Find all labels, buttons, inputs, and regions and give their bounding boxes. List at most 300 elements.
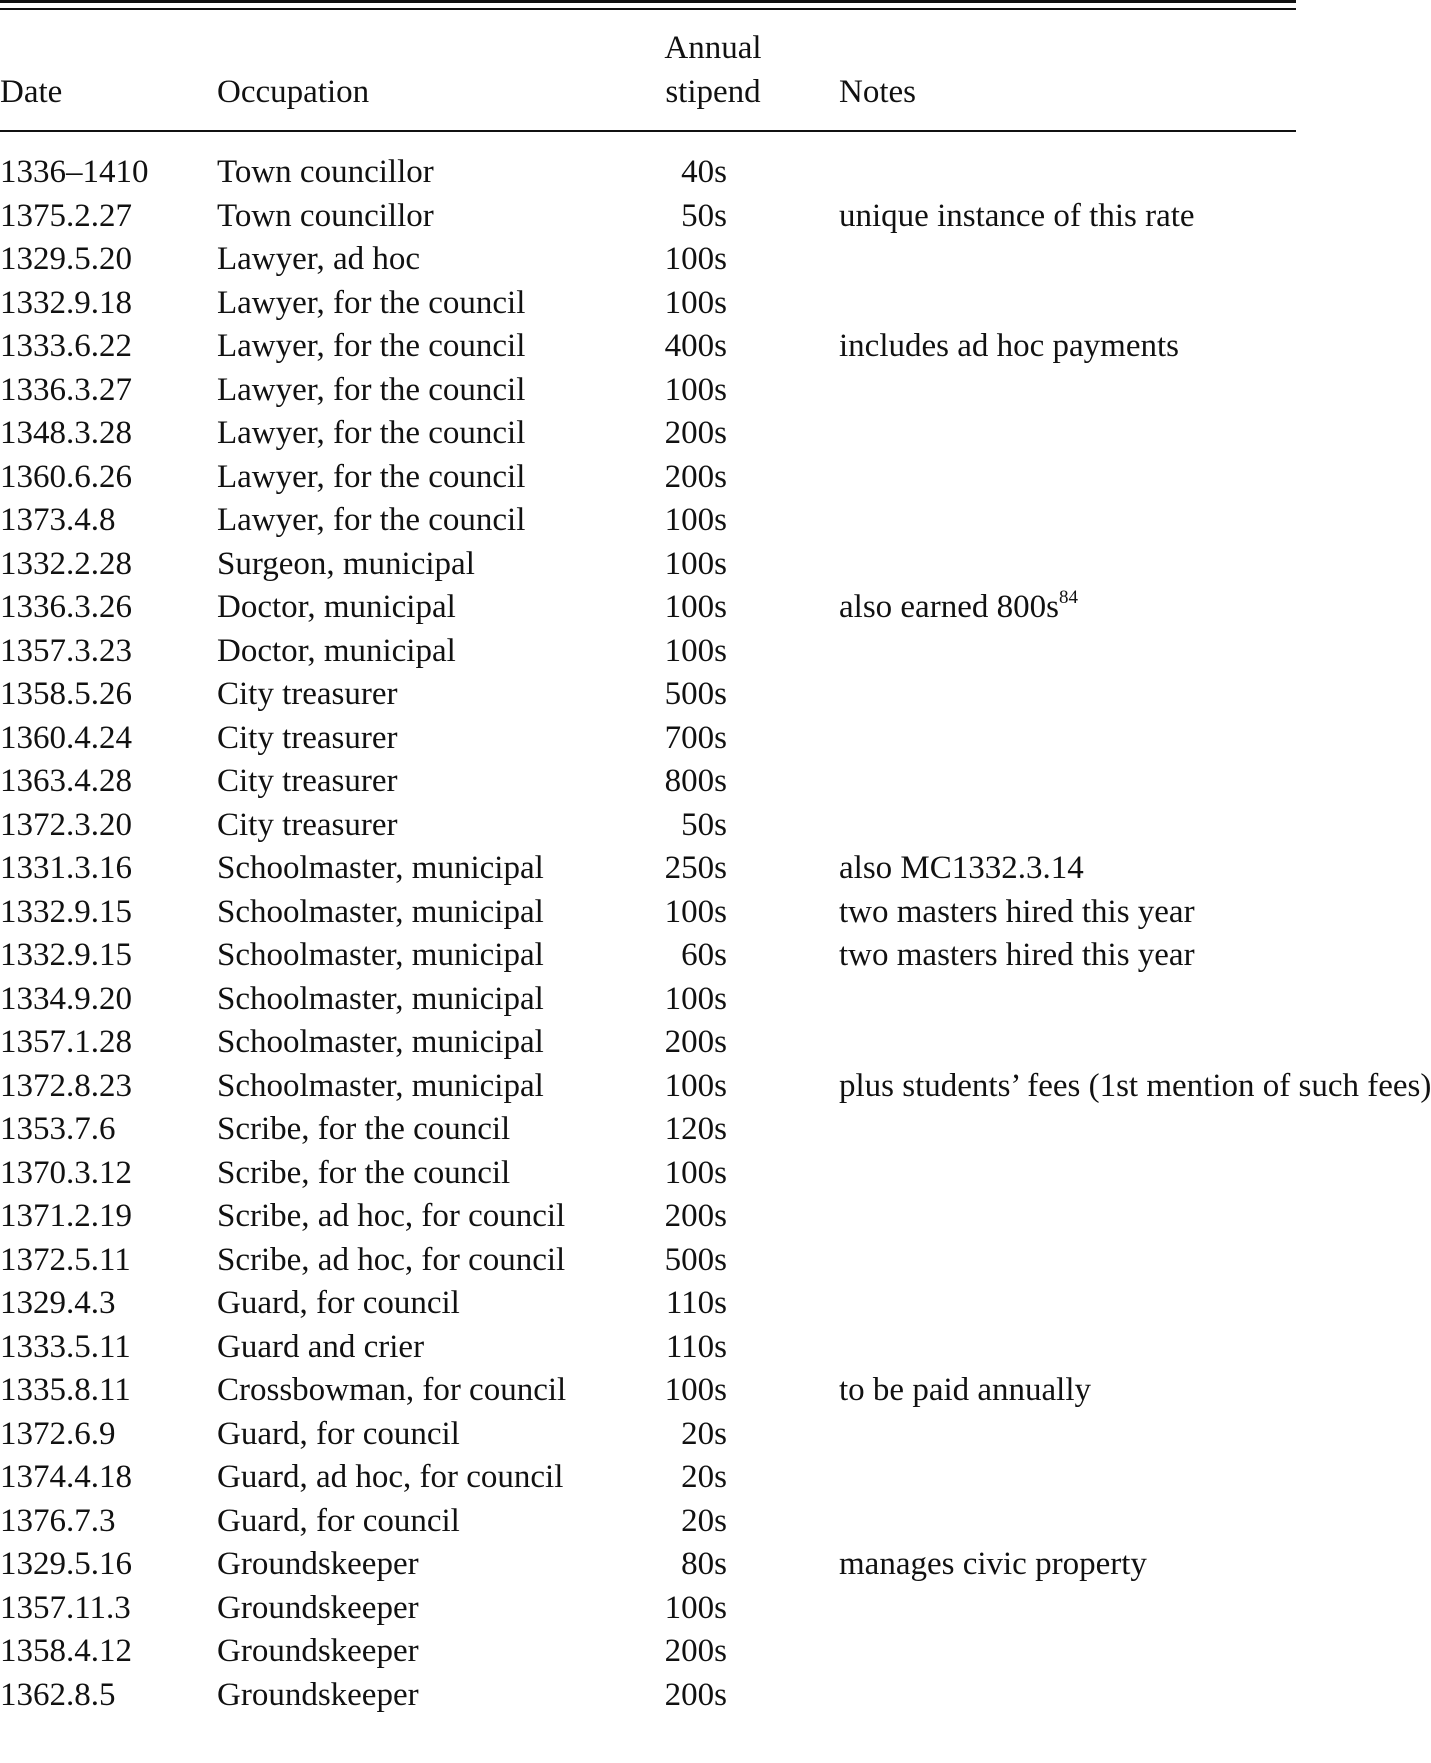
cell-occupation — [217, 1456, 643, 1500]
table-row — [0, 1239, 1296, 1283]
cell-gap — [727, 1021, 839, 1065]
cell-notes — [839, 1456, 1296, 1500]
cell-date — [0, 1065, 217, 1109]
cell-date-text: 1334.9.20 — [0, 980, 132, 1017]
cell-date — [0, 238, 217, 282]
cell-occupation — [217, 1021, 643, 1065]
header-date: Date — [0, 74, 63, 110]
cell-stipend-text: 100s — [664, 1154, 727, 1191]
cell-notes — [839, 238, 1296, 282]
cell-occupation — [217, 1195, 643, 1239]
cell-occupation — [217, 891, 643, 935]
cell-stipend — [643, 630, 727, 674]
cell-notes — [839, 1587, 1296, 1631]
cell-stipend-text: 100s — [664, 545, 727, 582]
cell-stipend — [643, 934, 727, 978]
cell-occupation-text: Doctor, municipal — [217, 632, 456, 669]
table-row — [0, 1326, 1296, 1370]
table-top-rule — [0, 0, 1296, 3]
cell-gap — [727, 543, 839, 587]
cell-gap — [727, 1413, 839, 1457]
cell-date-text: 1373.4.8 — [0, 502, 116, 538]
cell-stipend — [643, 543, 727, 587]
cell-stipend — [643, 1456, 727, 1500]
cell-occupation-text: Groundskeeper — [217, 1676, 419, 1713]
cell-date-text: 1333.5.11 — [0, 1328, 131, 1365]
cell-stipend-text: 700s — [664, 719, 727, 756]
cell-notes — [839, 1282, 1296, 1326]
cell-stipend — [643, 1674, 727, 1718]
cell-notes — [839, 760, 1296, 804]
table-body — [0, 151, 1431, 1717]
cell-notes — [839, 978, 1296, 1022]
table-row — [0, 847, 1296, 891]
cell-notes — [839, 1630, 1296, 1674]
cell-gap — [727, 586, 839, 630]
cell-date-text: 1375.2.27 — [0, 197, 132, 234]
cell-date — [0, 369, 217, 413]
header-rule — [0, 130, 1296, 132]
cell-date — [0, 1500, 217, 1544]
cell-stipend-text: 100s — [664, 893, 727, 930]
cell-date-text: 1336.3.26 — [0, 589, 132, 625]
cell-occupation — [217, 1543, 643, 1587]
table-row — [0, 151, 1296, 195]
cell-gap — [727, 282, 839, 326]
cell-stipend-text: 100s — [664, 241, 727, 277]
cell-notes — [839, 1326, 1296, 1370]
cell-stipend — [643, 412, 727, 456]
cell-date — [0, 934, 217, 978]
table-row — [0, 1108, 1296, 1152]
cell-occupation — [217, 499, 643, 543]
cell-gap — [727, 804, 839, 848]
cell-occupation — [217, 151, 643, 195]
cell-stipend-text: 200s — [664, 458, 727, 495]
cell-stipend — [643, 325, 727, 369]
cell-gap — [727, 978, 839, 1022]
table-row — [0, 1065, 1296, 1109]
cell-date — [0, 1326, 217, 1370]
cell-notes-text: manages civic property — [839, 1546, 1147, 1582]
table-row — [0, 412, 1296, 456]
cell-date — [0, 1456, 217, 1500]
cell-stipend-text: 60s — [681, 937, 727, 973]
cell-gap — [727, 1195, 839, 1239]
header-occupation: Occupation — [217, 74, 370, 110]
cell-stipend — [643, 1108, 727, 1152]
cell-date-text: 1332.9.15 — [0, 893, 132, 930]
cell-stipend — [643, 1630, 727, 1674]
cell-stipend — [643, 760, 727, 804]
cell-occupation — [217, 1065, 643, 1109]
table-top-rule-double — [0, 8, 1296, 10]
cell-notes — [839, 325, 1296, 369]
cell-gap — [727, 1282, 839, 1326]
cell-notes — [839, 717, 1296, 761]
table-row — [0, 195, 1296, 239]
cell-gap — [727, 1543, 839, 1587]
cell-notes — [839, 412, 1296, 456]
cell-date-text: 1372.5.11 — [0, 1241, 131, 1278]
table-row — [0, 369, 1296, 413]
cell-date — [0, 891, 217, 935]
cell-date — [0, 673, 217, 717]
cell-gap — [727, 1674, 839, 1718]
cell-gap — [727, 934, 839, 978]
cell-stipend-text: 800s — [664, 763, 727, 799]
cell-stipend-text: 100s — [664, 589, 727, 625]
cell-gap — [727, 456, 839, 500]
table-row — [0, 1413, 1296, 1457]
cell-notes — [839, 1413, 1296, 1457]
cell-occupation-text: Lawyer, ad hoc — [217, 241, 420, 277]
table-row — [0, 1674, 1296, 1718]
cell-gap — [727, 847, 839, 891]
cell-stipend-text: 100s — [664, 371, 727, 408]
table-row — [0, 499, 1296, 543]
cell-date-text: 1329.5.16 — [0, 1546, 132, 1582]
cell-stipend — [643, 1326, 727, 1370]
header-stipend-line2: stipend — [665, 74, 761, 110]
cell-notes — [839, 586, 1296, 630]
cell-stipend — [643, 1152, 727, 1196]
cell-gap — [727, 369, 839, 413]
table-row — [0, 1500, 1296, 1544]
cell-stipend — [643, 1065, 727, 1109]
cell-date-text: 1372.6.9 — [0, 1415, 116, 1452]
cell-date — [0, 586, 217, 630]
cell-date-text: 1329.4.3 — [0, 1285, 116, 1321]
cell-stipend-text: 100s — [664, 1067, 727, 1104]
cell-occupation-text: City treasurer — [217, 676, 398, 712]
cell-stipend — [643, 151, 727, 195]
cell-gap — [727, 760, 839, 804]
cell-notes — [839, 1369, 1296, 1413]
cell-date-text: 1362.8.5 — [0, 1676, 116, 1713]
cell-stipend — [643, 847, 727, 891]
cell-date — [0, 412, 217, 456]
cell-occupation-text: Groundskeeper — [217, 1633, 419, 1669]
cell-notes — [839, 673, 1296, 717]
cell-occupation-text: Lawyer, for the council — [217, 284, 526, 321]
cell-gap — [727, 195, 839, 239]
cell-occupation-text: Schoolmaster, municipal — [217, 980, 544, 1017]
cell-gap — [727, 325, 839, 369]
cell-stipend-text: 200s — [664, 1633, 727, 1669]
cell-occupation — [217, 804, 643, 848]
cell-stipend — [643, 282, 727, 326]
cell-date — [0, 1152, 217, 1196]
cell-date-text: 1332.2.28 — [0, 545, 132, 582]
cell-occupation-text: Guard, for council — [217, 1502, 460, 1539]
cell-date — [0, 499, 217, 543]
cell-stipend-text: 100s — [664, 1589, 727, 1626]
cell-stipend — [643, 1239, 727, 1283]
cell-occupation-text: Guard and crier — [217, 1328, 425, 1365]
cell-stipend-text: 200s — [664, 1024, 727, 1060]
cell-date-text: 1336.3.27 — [0, 371, 132, 408]
cell-stipend — [643, 673, 727, 717]
cell-date-text: 1357.1.28 — [0, 1024, 132, 1060]
cell-date-text: 1360.4.24 — [0, 719, 132, 756]
cell-occupation-text: Scribe, ad hoc, for council — [217, 1198, 566, 1234]
table-row — [0, 1587, 1296, 1631]
cell-occupation-text: Crossbowman, for council — [217, 1372, 567, 1408]
cell-notes-text: two masters hired this year — [839, 937, 1195, 973]
cell-stipend-text: 200s — [664, 1676, 727, 1713]
cell-occupation-text: Schoolmaster, municipal — [217, 893, 544, 930]
cell-stipend-text: 80s — [681, 1546, 727, 1582]
cell-notes — [839, 195, 1296, 239]
cell-stipend-text: 400s — [664, 328, 727, 364]
cell-occupation-text: City treasurer — [217, 719, 398, 756]
cell-stipend-text: 100s — [664, 980, 727, 1017]
cell-notes — [839, 804, 1296, 848]
cell-date-text: 1348.3.28 — [0, 415, 132, 451]
cell-stipend — [643, 456, 727, 500]
cell-stipend — [643, 1195, 727, 1239]
cell-stipend-text: 500s — [664, 676, 727, 712]
cell-gap — [727, 1108, 839, 1152]
cell-date-text: 1358.4.12 — [0, 1633, 132, 1669]
table-row — [0, 891, 1296, 935]
cell-occupation — [217, 1500, 643, 1544]
table-row — [0, 282, 1296, 326]
cell-notes — [839, 1500, 1296, 1544]
table-row — [0, 804, 1296, 848]
cell-stipend-text: 50s — [681, 197, 727, 234]
table-row — [0, 1543, 1296, 1587]
header-notes: Notes — [839, 74, 916, 110]
cell-date — [0, 282, 217, 326]
cell-date — [0, 630, 217, 674]
cell-stipend-text: 20s — [681, 1415, 727, 1452]
cell-notes-text: unique instance of this rate — [839, 197, 1195, 234]
cell-gap — [727, 412, 839, 456]
table-row — [0, 1021, 1296, 1065]
table-row — [0, 456, 1296, 500]
cell-gap — [727, 1587, 839, 1631]
cell-stipend-text: 20s — [681, 1502, 727, 1539]
cell-occupation-text: Doctor, municipal — [217, 589, 456, 625]
stipend-table — [0, 151, 1431, 1717]
cell-occupation-text: Town councillor — [217, 197, 434, 234]
cell-stipend-text: 50s — [681, 806, 727, 843]
cell-notes — [839, 369, 1296, 413]
cell-occupation — [217, 673, 643, 717]
cell-date — [0, 543, 217, 587]
cell-date-text: 1332.9.15 — [0, 937, 132, 973]
cell-gap — [727, 717, 839, 761]
table-row — [0, 586, 1296, 630]
cell-stipend — [643, 804, 727, 848]
cell-gap — [727, 1065, 839, 1109]
cell-gap — [727, 1500, 839, 1544]
cell-gap — [727, 673, 839, 717]
cell-notes — [839, 891, 1296, 935]
cell-date — [0, 1587, 217, 1631]
cell-date — [0, 1195, 217, 1239]
cell-occupation — [217, 1108, 643, 1152]
cell-gap — [727, 1456, 839, 1500]
cell-date — [0, 325, 217, 369]
table-row — [0, 1282, 1296, 1326]
cell-occupation — [217, 1630, 643, 1674]
cell-occupation-text: Groundskeeper — [217, 1546, 419, 1582]
cell-stipend — [643, 1413, 727, 1457]
cell-stipend-text: 110s — [665, 1328, 727, 1365]
footnote-marker: 84 — [1058, 587, 1078, 608]
cell-occupation — [217, 1282, 643, 1326]
cell-stipend-text: 100s — [664, 632, 727, 669]
cell-gap — [727, 238, 839, 282]
cell-occupation — [217, 543, 643, 587]
cell-date-text: 1372.3.20 — [0, 806, 132, 843]
cell-occupation — [217, 1413, 643, 1457]
cell-date-text: 1331.3.16 — [0, 850, 132, 886]
cell-date — [0, 1239, 217, 1283]
cell-gap — [727, 1369, 839, 1413]
cell-notes-text: includes ad hoc payments — [839, 328, 1179, 364]
table-row — [0, 673, 1296, 717]
cell-stipend — [643, 1543, 727, 1587]
cell-date — [0, 195, 217, 239]
cell-notes — [839, 1021, 1296, 1065]
cell-date-text: 1336–1410 — [0, 154, 149, 190]
cell-notes — [839, 499, 1296, 543]
cell-stipend — [643, 891, 727, 935]
cell-date — [0, 1021, 217, 1065]
cell-notes — [839, 934, 1296, 978]
cell-occupation-text: Lawyer, for the council — [217, 371, 526, 408]
cell-stipend — [643, 1587, 727, 1631]
cell-date-text: 1372.8.23 — [0, 1067, 132, 1104]
cell-notes — [839, 151, 1296, 195]
cell-date-text: 1371.2.19 — [0, 1198, 132, 1234]
cell-notes — [839, 1239, 1296, 1283]
cell-notes — [839, 543, 1296, 587]
cell-date — [0, 760, 217, 804]
cell-stipend — [643, 1500, 727, 1544]
cell-stipend-text: 110s — [665, 1285, 727, 1321]
cell-occupation-text: Groundskeeper — [217, 1589, 419, 1626]
cell-date-text: 1374.4.18 — [0, 1459, 132, 1495]
cell-occupation — [217, 1369, 643, 1413]
cell-notes-text: to be paid annually — [839, 1372, 1092, 1408]
cell-notes-text: plus students’ fees (1st mention of such fees) — [839, 1067, 1431, 1104]
cell-occupation — [217, 978, 643, 1022]
cell-date-text: 1357.11.3 — [0, 1589, 131, 1626]
cell-occupation-text: Schoolmaster, municipal — [217, 850, 544, 886]
cell-occupation-text: Guard, for council — [217, 1415, 460, 1452]
header-stipend-line1: Annual — [664, 30, 762, 66]
cell-notes — [839, 630, 1296, 674]
table-row — [0, 978, 1296, 1022]
cell-occupation-text: Scribe, for the council — [217, 1154, 511, 1191]
cell-stipend — [643, 717, 727, 761]
cell-notes — [839, 456, 1296, 500]
cell-date — [0, 1543, 217, 1587]
cell-notes — [839, 1674, 1296, 1718]
table-row — [0, 760, 1296, 804]
cell-occupation — [217, 760, 643, 804]
cell-occupation — [217, 1152, 643, 1196]
cell-gap — [727, 499, 839, 543]
cell-occupation-text: Town councillor — [217, 154, 434, 190]
cell-stipend-text: 200s — [664, 415, 727, 451]
cell-occupation — [217, 282, 643, 326]
table-row — [0, 1456, 1296, 1500]
cell-occupation — [217, 1239, 643, 1283]
cell-occupation — [217, 630, 643, 674]
cell-stipend — [643, 195, 727, 239]
cell-occupation-text: City treasurer — [217, 763, 398, 799]
cell-occupation — [217, 586, 643, 630]
cell-date — [0, 1413, 217, 1457]
table-row — [0, 543, 1296, 587]
cell-date-text: 1360.6.26 — [0, 458, 132, 495]
cell-date-text: 1358.5.26 — [0, 676, 132, 712]
cell-stipend-text: 120s — [664, 1111, 727, 1147]
cell-occupation-text: Schoolmaster, municipal — [217, 937, 544, 973]
table-row — [0, 238, 1296, 282]
cell-occupation-text: Schoolmaster, municipal — [217, 1024, 544, 1060]
cell-stipend-text: 100s — [664, 284, 727, 321]
cell-date-text: 1332.9.18 — [0, 284, 132, 321]
cell-occupation — [217, 238, 643, 282]
cell-occupation — [217, 369, 643, 413]
header-annual-stipend — [643, 26, 783, 114]
cell-occupation-text: Guard, for council — [217, 1285, 460, 1321]
table-row — [0, 1630, 1296, 1674]
cell-occupation — [217, 456, 643, 500]
cell-stipend — [643, 1282, 727, 1326]
cell-notes — [839, 1108, 1296, 1152]
cell-occupation — [217, 717, 643, 761]
cell-notes-text: also earned 800s — [839, 589, 1059, 625]
cell-occupation — [217, 934, 643, 978]
table-row — [0, 630, 1296, 674]
cell-stipend-text: 100s — [664, 502, 727, 538]
cell-notes — [839, 1543, 1296, 1587]
cell-stipend — [643, 499, 727, 543]
cell-occupation-text: Lawyer, for the council — [217, 328, 526, 364]
cell-date-text: 1329.5.20 — [0, 241, 132, 277]
table-row — [0, 717, 1296, 761]
cell-date — [0, 717, 217, 761]
cell-occupation-text: City treasurer — [217, 806, 398, 843]
table-row — [0, 1195, 1296, 1239]
cell-notes-text: two masters hired this year — [839, 893, 1195, 930]
cell-date — [0, 1108, 217, 1152]
cell-date-text: 1376.7.3 — [0, 1502, 116, 1539]
cell-date-text: 1363.4.28 — [0, 763, 132, 799]
cell-date — [0, 1630, 217, 1674]
cell-stipend-text: 40s — [681, 154, 727, 190]
table-row — [0, 1369, 1296, 1413]
cell-date — [0, 151, 217, 195]
cell-occupation-text: Schoolmaster, municipal — [217, 1067, 544, 1104]
table-row — [0, 934, 1296, 978]
cell-date-text: 1335.8.11 — [0, 1372, 131, 1408]
cell-stipend-text: 500s — [664, 1241, 727, 1278]
cell-gap — [727, 1239, 839, 1283]
cell-date — [0, 456, 217, 500]
cell-notes — [839, 847, 1296, 891]
cell-stipend — [643, 238, 727, 282]
cell-occupation — [217, 1674, 643, 1718]
